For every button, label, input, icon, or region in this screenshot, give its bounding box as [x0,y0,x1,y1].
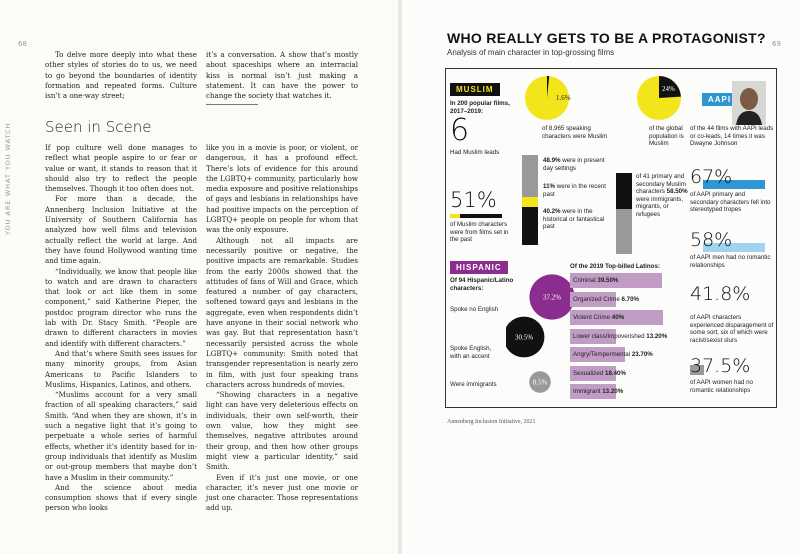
infographic-title: WHO REALLY GETS TO BE A PROTAGONIST? [447,30,766,46]
yellow-marker [450,214,460,218]
paragraph: And that’s where Smith sees issues for many minority groups, from Asian Americans to Pacific Islanders to Muslims, Hispanics, Latinos, and others. [45,348,197,389]
bar [570,347,653,362]
bar-value: 13.20% [602,388,624,395]
muslim-lead-caption: Had Muslim leads [450,149,500,156]
aapi-stat-value: 67% [690,166,733,188]
paragraph: If pop culture well done manages to reflect what people aspire to or fear or value or want, it stands to reason that it should also try to reflect the people themselves. Though it too often does not. [45,143,197,194]
bar [570,366,626,381]
paragraph: For more than a decade, the Annenberg Inclusion Initiative at the University of Southern California has analyzed how well films and television actually reflect the world at large. And they have found Hollywood wanting time and time again. [45,194,197,266]
article-heading: Seen in Scene [45,118,152,136]
setting-recent-text [543,183,613,198]
bar-value: 13.20% [646,332,668,340]
hispanic-caption: Of 94 Hispanic/Latino characters: [450,277,514,292]
intro-continued [206,50,358,101]
immigrant-pre: of 41 primary and secondary Muslim characters [636,173,686,195]
bar [570,292,640,307]
bar [570,329,668,344]
setting-value: 48.9% [543,157,561,164]
aapi-stat-caption: of AAPI primary and secondary characters fell into stereotyped tropes [690,191,771,213]
bar-value: 23.70% [631,351,653,358]
muslim-films-caption: In 200 popular films, 2017–2019: [450,100,510,115]
aapi-stat-value: 37.5% [690,355,751,377]
aapi-stat-caption: of AAPI men had no romantic relationships [690,254,771,269]
immigrant-black-segment [616,173,632,209]
infographic-subtitle: Analysis of main character in top-grossing films [447,48,615,57]
pie-label: 24% [662,85,675,93]
intro-continued-text: it’s a conversation. A show that’s mostly about spaceships where an interracial kiss is normal isn’t just making a statement. It can have the power to change the society that watches it. [206,50,358,101]
immigrant-value: 58.50% [666,188,688,195]
setting-historical-segment [522,207,538,245]
bar-label: Lower class/Impoverished [573,332,647,340]
bar-label: Organized Crime [573,295,622,303]
article-column-1 [45,143,197,514]
setting-value: 11% [543,183,556,190]
bar-label: Angry/Tempermental [573,351,632,358]
bar-label: Criminal [573,277,598,284]
setting-label: were in the recent past [543,183,606,198]
page-number-left: 68 [18,40,27,48]
muslim-pie-speaking [522,73,572,123]
setting-present-text [543,157,613,172]
bar [570,273,662,288]
bar [570,384,624,399]
intro-paragraph [45,50,197,101]
portrait-photo [732,81,766,125]
bubble-label: Were immigrants [450,381,497,388]
setting-label: were in the historical or fantastical past [543,208,605,230]
bar-value: 39.50% [597,277,619,284]
paragraph: “Muslims account for a very small fraction of all speaking characters,” said Smith. “And when they are shown, it’s in such a negative light that it’s going to perpetuate a whole series of harmful effects, whether it’s identity based for in-group individuals that identify as Muslim or out-group members that maybe don’t have a Muslim in their community.” [45,390,197,482]
source-credit: Annenberg Inclusion Initiative, 2021 [447,419,536,425]
setting-value: 40.2% [543,208,561,215]
pie-label: 1.6% [556,94,571,102]
bubble-label: Spoke no English [450,306,499,313]
aapi-intro: of the 44 films with AAPI leads or co-leads, 14 times it was Dwayne Johnson [690,125,774,147]
muslim-past-percent: 51% [450,188,497,212]
muslim-pie-speaking-caption: of 8,965 speaking characters were Muslim [542,125,608,140]
running-section-label: YOU ARE WHAT YOU WATCH [4,122,12,235]
bars-title: Of the 2019 Top-billed Latinos: [570,263,660,270]
bar-label: Sexualized [573,369,605,377]
aapi-stat-caption: of AAPI women had no romantic relationships [690,379,753,394]
hispanic-tag: HISPANIC [450,261,508,274]
infographic-frame [445,68,777,408]
bubble-value: 37.2% [542,293,562,302]
immigrant-post: were immigrants, migrants, or refugees [636,195,684,218]
paragraph: Even if it’s just one movie, or one character, it’s never just one movie or just one character. Those representations add up. [206,472,358,513]
aapi-stat-value: 41.8% [690,283,751,305]
bar-value: 18.40% [605,369,626,377]
paragraph: like you in a movie is poor, or violent, or dangerous, it has a profound effect. There’s lots of evidence for this around the LGBTQ+ community, particularly how media exposure and positive relationships of gays and lesbians in relationships have had positive impacts on the perception of LGBTQ+ people on people for whom that was the only exposure. [206,143,358,235]
setting-recent-segment [522,197,538,207]
paragraph: And the science about media consumption shows that if every single person who looks [45,482,197,513]
bubble-value: 30.5% [514,333,534,342]
bubble-label: Spoke English, with an accent [450,345,492,360]
section-rule [206,104,258,105]
page-number-right: 69 [772,40,781,48]
paragraph: “Individually, we know that people like to watch and are drawn to characters that look or act like them in some component,” said Katherine Pieper, the postdoc program director who runs the lab with Dr. Stacy Smith. “People are drawn to different characters in movies and identify with different characters.” [45,266,197,348]
muslim-lead-count: 6 [450,113,470,148]
aapi-stat-caption: of AAPI characters experienced disparagement of some sort, six of which were racist/sexist slurs [690,314,774,344]
muslim-immigrant-text [636,173,694,218]
setting-label: were in present day settings [543,157,605,172]
intro-text: To delve more deeply into what these other styles of stories do to us, we need to go beyond the boundaries of identity formation and repeated forms. Culture isn’t a one-way street; [45,50,197,101]
setting-historical-text [543,208,613,231]
muslim-past-caption: of Muslim characters were from films set in the past [450,221,509,243]
bar-value: 40% [611,314,625,321]
muslim-tag: MUSLIM [450,83,500,96]
bubble-value: 8.5% [532,378,548,387]
paragraph: “Showing characters in a negative light can have very deleterious effects on individuals, their own self-worth, their own value, how they might see themselves, negative attributes around their group, and then how other groups might view a particular identity,” said Smith. [206,390,358,472]
bar [570,310,663,325]
bar-label: Violent Crime [573,314,612,321]
muslim-pie-global [634,73,684,123]
bar-value: 6.70% [621,295,640,303]
aapi-stat-value: 58% [690,229,733,251]
paragraph: Although not all impacts are necessarily positive or negative, the positive impacts are remarkable. Studies from the early 2000s showed that the attitudes of fans of Will and Grace, which featured a number of gay characters, softened toward gays and lesbians in the aggregate, even when respondents didn’t have anyone in their social network who was gay. But that representation hasn’t necessarily persisted across the whole LGBTQ+ community: Smith noted that transgender representation is nearly zero in film, with just four speaking trans characters across hundreds of movies. [206,235,358,389]
right-page [402,0,800,554]
setting-present-segment [522,155,538,197]
immigrant-gray-segment [616,209,632,254]
bar-label: Immigrant [573,388,603,395]
left-page [0,0,398,554]
article-column-2 [206,143,358,514]
muslim-pie-global-caption: of the global population is Muslim [649,125,684,147]
aapi-tag: AAPI [702,93,737,106]
black-marker [460,214,502,218]
